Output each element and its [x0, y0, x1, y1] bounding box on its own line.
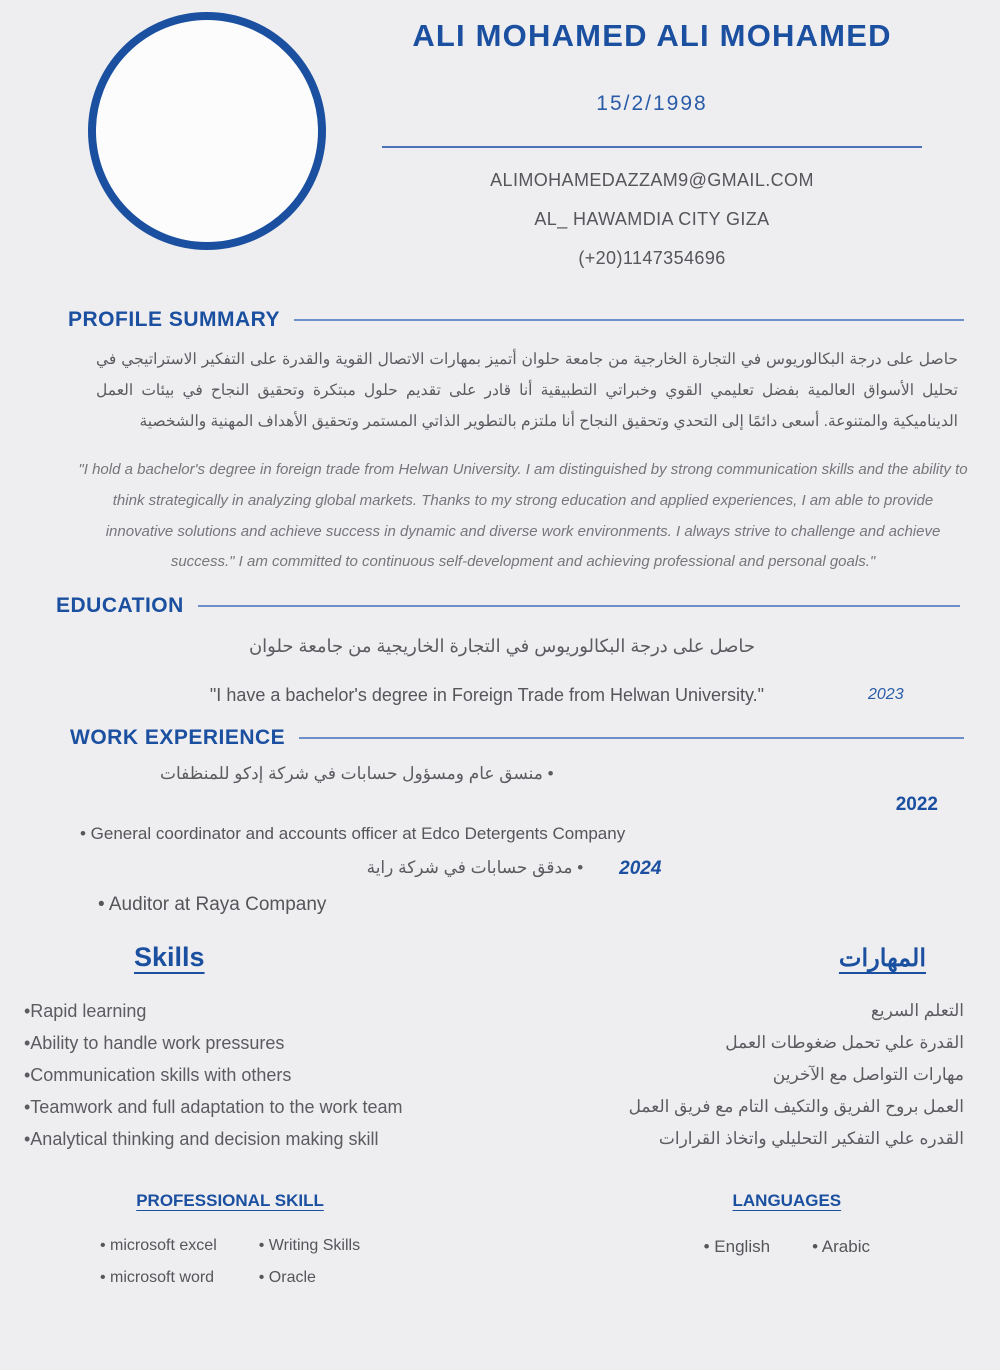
list-item: التعلم السريع [870, 1001, 964, 1020]
profile-summary-title: PROFILE SUMMARY [68, 308, 281, 331]
skills-title-arabic: المهارات [838, 945, 926, 972]
list-item: •Analytical thinking and decision making skill [24, 1129, 379, 1150]
languages-items [704, 1237, 870, 1257]
work-entry-2-year: 2024 [619, 858, 662, 879]
work-entry-2-arabic: • مدقق حسابات في شركة راية [366, 858, 584, 877]
heading-rule [198, 605, 960, 607]
work-entry-1-english: • General coordinator and accounts officer at Edco Detergents Company [80, 824, 626, 843]
work-experience-title: WORK EXPERIENCE [70, 726, 286, 749]
list-item: العمل بروح الفريق والتكيف التام مع فريق العمل [628, 1096, 964, 1116]
work-entry-1-year: 2022 [895, 794, 938, 815]
profile-summary-arabic: حاصل على درجة البكالوريوس في التجارة الخارجية من جامعة حلوان أتميز بمهارات الاتصال القوية والقدرة على التفكير الاستراتيجي في تحليل الأسواق العالمية بفضل تعليمي القوي وخبراتي التطبيقية أنا قادر على تقديم حلول مبتكرة وتحقيق النجاح في بيئات العمل الديناميكية والمتنوعة. أسعى دائمًا إلى التحدي وتحقيق النجاح أنا ملتزم بالتطوير الذاتي المستمر وتحقيق الأهداف المهنية والشخصية [96, 351, 958, 430]
email-text: ALIMOHAMEDAZZAM9@GMAIL.COM [490, 170, 814, 190]
skills-title-english: Skills [134, 942, 205, 972]
list-item: •Communication skills with others [24, 1065, 292, 1086]
work-entry-2-english: • Auditor at Raya Company [98, 894, 327, 915]
profile-summary-english: "I hold a bachelor's degree in foreign trade from Helwan University. I am distinguished by strong communication skills and the ability to think strategically in analyzing global markets. Thanks to my strong education and applied experiences, I am able to provide innovative solutions and achieve success in dynamic and diverse work environments. I always strive to challenge and achieve success." I am committed to continuous self-development and achieving professional and personal goals." [78, 461, 968, 571]
professional-skill-items [100, 1237, 360, 1287]
list-item: مهارات التواصل مع الآخرين [772, 1064, 964, 1084]
list-item: •Ability to handle work pressures [24, 1033, 285, 1054]
education-arabic: حاصل على درجة البكالوريوس في التجارة الخاريجية من جامعة حلوان [248, 636, 756, 656]
section-professional-skill [100, 1191, 360, 1287]
profile-summary-heading [68, 308, 978, 332]
education-title: EDUCATION [56, 594, 184, 617]
header-contact-block [352, 18, 952, 269]
list-item: •Rapid learning [24, 1001, 147, 1021]
profile-photo-placeholder [88, 12, 326, 250]
list-item: القدرة علي تحمل ضغوطات العمل [725, 1032, 964, 1052]
list-item: • Arabic [812, 1237, 870, 1257]
education-english: "I have a bachelor's degree in Foreign Trade from Helwan University." [209, 685, 765, 705]
education-entry-row [56, 685, 978, 706]
list-item: • microsoft word [100, 1269, 215, 1287]
address-text: AL_ HAWAMDIA CITY GIZA [534, 209, 770, 229]
list-item: • Writing Skills [258, 1237, 361, 1255]
section-skills [0, 942, 1000, 1155]
list-item: القدره علي التفكير التحليلي واتخاذ القرارات [658, 1128, 964, 1148]
skills-body [24, 995, 976, 1155]
work-entry-1-arabic: • منسق عام ومسؤول حسابات في شركة إدكو للمنظفات [160, 764, 554, 783]
section-profile-summary [0, 308, 1000, 578]
skills-headings [24, 942, 976, 973]
section-bottom [0, 1191, 1000, 1287]
professional-skill-column-2 [259, 1237, 360, 1287]
list-item: • English [703, 1237, 771, 1257]
page-title: ALI MOHAMED ALI MOHAMED [412, 18, 892, 53]
header-divider [382, 146, 922, 148]
list-item: • microsoft excel [100, 1237, 217, 1255]
list-item: •Teamwork and full adaptation to the work team [24, 1097, 403, 1118]
skills-list-english [24, 995, 544, 1155]
list-item: • Oracle [258, 1269, 316, 1287]
professional-skill-column-1 [100, 1237, 217, 1287]
phone-text: (+20)1147354696 [578, 248, 726, 268]
heading-rule [294, 319, 964, 321]
education-year: 2023 [868, 686, 904, 703]
heading-rule [299, 737, 964, 739]
work-experience-heading [70, 726, 978, 750]
resume-header [0, 0, 1000, 292]
professional-skill-title: PROFESSIONAL SKILL [136, 1191, 324, 1211]
skills-list-arabic [564, 995, 976, 1155]
work-entry-2-row [70, 858, 978, 880]
section-education [0, 594, 1000, 706]
education-heading [56, 594, 978, 618]
section-languages [704, 1191, 870, 1287]
section-work-experience [0, 726, 1000, 916]
languages-title: LANGUAGES [732, 1191, 842, 1211]
birth-date: 15/2/1998 [596, 92, 708, 115]
